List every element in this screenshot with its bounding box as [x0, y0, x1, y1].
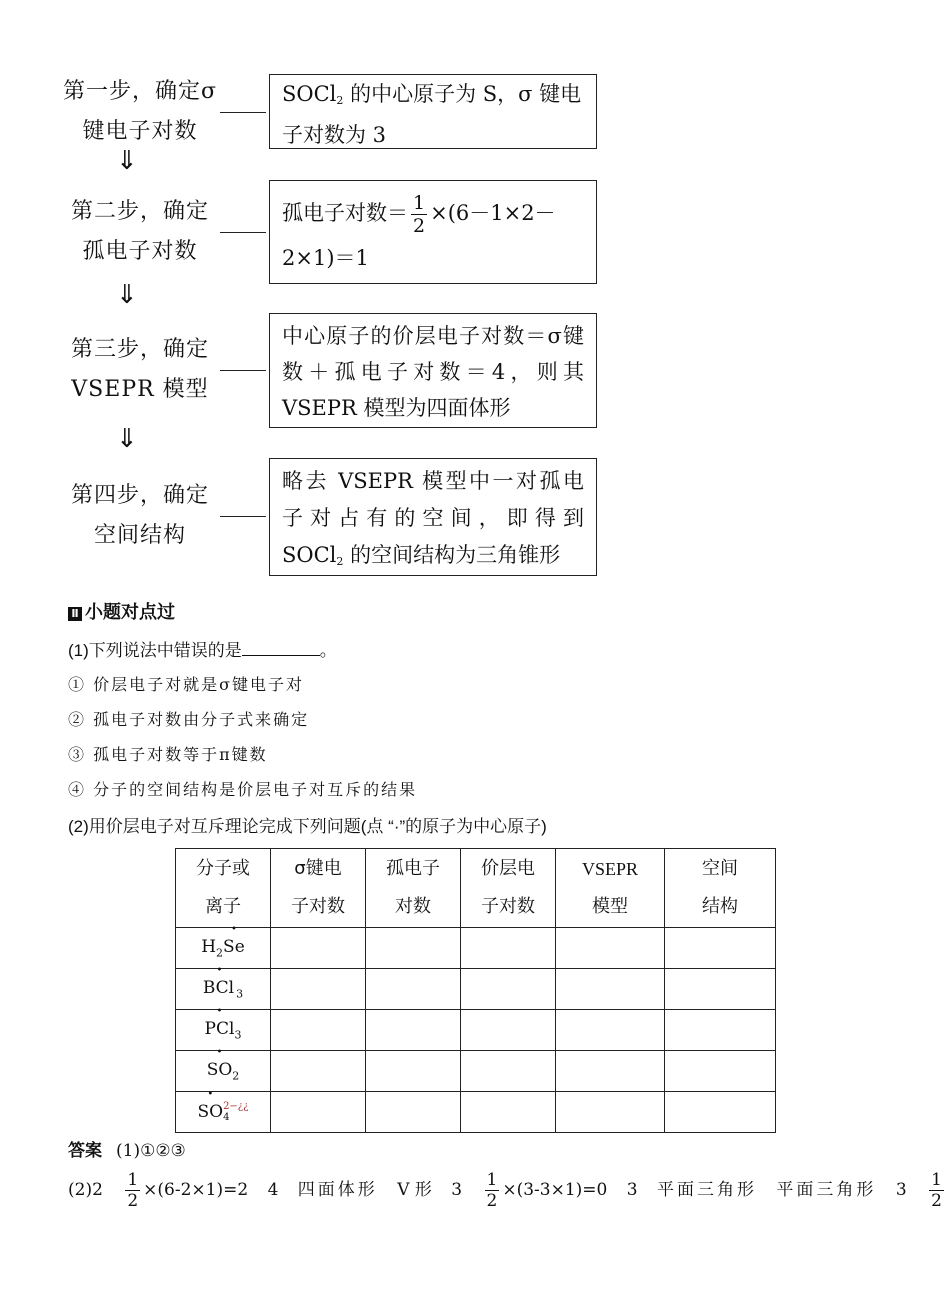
step2-box-expr: ×(6－1×2－ — [430, 201, 556, 225]
step3-label — [50, 330, 230, 410]
table-cell[interactable] — [366, 1092, 461, 1133]
step2-box-text: 孤电子对数＝ — [282, 201, 408, 225]
col-header-sigma — [271, 849, 366, 928]
col-header-line: 分子或 — [196, 858, 250, 879]
table-cell[interactable] — [461, 928, 556, 969]
step3-label-line2: VSEPR 模型 — [71, 377, 209, 402]
frac-den: 2 — [486, 1191, 498, 1211]
table-cell[interactable] — [461, 1051, 556, 1092]
species-text: H — [201, 936, 217, 957]
col-header-structure — [665, 849, 776, 928]
table-row — [176, 1051, 776, 1092]
col-header-valence-pairs — [461, 849, 556, 928]
species-sup: 2−¿¿ — [223, 1101, 249, 1112]
table-cell[interactable] — [271, 1051, 366, 1092]
answer-1: (1)①②③ — [116, 1141, 186, 1161]
table-cell[interactable] — [556, 1010, 665, 1051]
step4-label-line1: 第四步，确定 — [70, 483, 209, 508]
step2-connector — [220, 232, 266, 233]
answer-2-part: ×(6-2×1)=2 — [143, 1180, 249, 1200]
species-text: • SO — [197, 1102, 223, 1122]
species-text: • SO — [207, 1060, 233, 1080]
col-header-line: 离子 — [205, 896, 241, 917]
species-cell — [176, 1010, 271, 1051]
species-cell — [176, 969, 271, 1010]
answer-2-part: 平面三角形 — [657, 1180, 758, 1200]
col-header-line: 子对数 — [481, 896, 535, 917]
table-header-row — [176, 849, 776, 928]
col-header-line: 结构 — [702, 896, 738, 917]
answer-2-part: 3 — [451, 1180, 463, 1200]
table-cell[interactable] — [665, 1092, 776, 1133]
down-arrow-2: ⇓ — [116, 280, 138, 310]
down-arrow-3: ⇓ — [116, 424, 138, 454]
step1-connector — [220, 112, 266, 113]
answer-2-part: 四面体形 — [297, 1180, 378, 1200]
answer-fraction — [485, 1170, 500, 1211]
table-cell[interactable] — [271, 969, 366, 1010]
col-header-line: σ键电 — [294, 858, 342, 879]
option-4: ④ 分子的空间结构是价层电子对互斥的结果 — [68, 780, 418, 799]
species-text: • BCl — [203, 978, 236, 998]
species-sub: 2 — [232, 1069, 240, 1083]
species-text: • PCl — [205, 1019, 235, 1039]
frac-num: 1 — [931, 1170, 942, 1190]
step2-fraction — [411, 192, 427, 237]
option-1: ① 价层电子对就是σ键电子对 — [68, 675, 305, 694]
step4-box-formula: SOCl — [282, 543, 337, 567]
step4-box-line3: 的空间结构为三角锥形 — [343, 543, 561, 567]
answer-2-part: ×(3-3×1)=0 — [502, 1180, 608, 1200]
question-1-text: (1)下列说法中错误的是 — [68, 641, 242, 660]
col-header-line: 价层电 — [481, 858, 535, 879]
frac-num: 1 — [486, 1170, 498, 1190]
answer-fraction — [125, 1170, 140, 1211]
answer-label: 答案 — [68, 1141, 102, 1161]
table-cell[interactable] — [556, 928, 665, 969]
table-cell[interactable] — [366, 969, 461, 1010]
section-title — [68, 598, 175, 624]
step4-box-sub: 2 — [336, 555, 344, 568]
table-row — [176, 928, 776, 969]
answer-2-part: V 形 — [397, 1180, 432, 1200]
table-row — [176, 969, 776, 1010]
col-header-line: 子对数 — [291, 896, 345, 917]
step2-frac-num: 1 — [413, 192, 426, 214]
table-cell[interactable] — [556, 1051, 665, 1092]
step1-label-line2: 键电子对数 — [82, 119, 198, 144]
answer-2-part: 平面三角形 — [776, 1180, 877, 1200]
species-central-atom: • Se — [223, 937, 245, 957]
table-cell[interactable] — [461, 1010, 556, 1051]
step3-connector — [220, 370, 266, 371]
option-2: ② 孤电子对数由分子式来确定 — [68, 710, 310, 729]
step3-box: 中心原子的价层电子对数＝σ键数＋孤电子对数＝4，则其 VSEPR 模型为四面体形 — [269, 313, 597, 428]
answer-2 — [68, 1170, 947, 1211]
species-cell — [176, 1092, 271, 1133]
step3-label-line1: 第三步，确定 — [70, 337, 209, 362]
down-arrow-1: ⇓ — [116, 146, 138, 176]
col-header-line: 空间 — [702, 858, 738, 879]
species-sub: 3 — [234, 1028, 242, 1042]
table-cell[interactable] — [665, 928, 776, 969]
table-cell[interactable] — [665, 1051, 776, 1092]
table-cell[interactable] — [271, 1010, 366, 1051]
table-cell[interactable] — [665, 969, 776, 1010]
step4-box-line2: 子对占有的空间，即得到 — [282, 506, 584, 530]
table-cell[interactable] — [366, 1051, 461, 1092]
answer-2-part: 3 — [895, 1180, 907, 1200]
table-cell[interactable] — [271, 928, 366, 969]
step4-label — [50, 476, 230, 556]
section-title-text: 小题对点过 — [85, 602, 175, 623]
answer-fraction — [929, 1170, 944, 1211]
table-cell[interactable] — [461, 969, 556, 1010]
table-cell[interactable] — [556, 969, 665, 1010]
step2-frac-den: 2 — [413, 215, 426, 237]
table-row — [176, 1010, 776, 1051]
question-2: (2)用价层电子对互斥理论完成下列问题(点 “·”的原子为中心原子) — [68, 817, 547, 836]
col-header-line: 对数 — [395, 896, 431, 917]
answer-2-part: (2)2 — [68, 1180, 103, 1200]
vsepr-table — [175, 848, 776, 1133]
step1-box-sub: 2 — [336, 94, 344, 107]
step1-label — [50, 72, 230, 152]
step4-connector — [220, 516, 266, 517]
step2-box-result: 2×1)＝1 — [282, 246, 369, 270]
table-cell[interactable] — [271, 1092, 366, 1133]
question-1 — [68, 636, 337, 661]
species-cell — [176, 1051, 271, 1092]
col-header-line: 模型 — [592, 896, 628, 917]
answer-2-part: 3 — [626, 1180, 638, 1200]
step4-label-line2: 空间结构 — [93, 523, 186, 548]
step1-box-formula: SOCl — [282, 82, 337, 106]
species-cell — [176, 928, 271, 969]
answer-section — [68, 1136, 186, 1161]
table-row — [176, 1092, 776, 1133]
step1-label-line1: 第一步，确定σ — [62, 79, 218, 104]
col-header-line: VSEPR — [581, 859, 639, 879]
step4-box — [269, 458, 597, 576]
step1-box-text: 的中心原子为 S，σ 键电子对数为 3 — [282, 82, 582, 147]
col-header-lone-pairs — [366, 849, 461, 928]
frac-num: 1 — [127, 1170, 139, 1190]
table-cell[interactable] — [665, 1010, 776, 1051]
step2-label-line2: 孤电子对数 — [82, 239, 198, 264]
table-cell[interactable] — [461, 1092, 556, 1133]
step2-label — [50, 192, 230, 272]
step2-label-line1: 第二步，确定 — [70, 199, 209, 224]
answer-blank — [242, 641, 320, 656]
step2-box — [269, 180, 597, 284]
table-cell[interactable] — [366, 1010, 461, 1051]
answer-2-part: 4 — [267, 1180, 279, 1200]
col-header-line: 孤电子 — [386, 858, 440, 879]
frac-den: 2 — [931, 1191, 942, 1211]
step4-box-line1: 略去 VSEPR 模型中一对孤电 — [282, 469, 584, 493]
col-header-species — [176, 849, 271, 928]
option-3: ③ 孤电子对数等于π键数 — [68, 745, 268, 764]
question-1-end: 。 — [319, 641, 337, 660]
frac-den: 2 — [127, 1191, 139, 1211]
table-cell[interactable] — [366, 928, 461, 969]
species-sub: 4 — [223, 1112, 230, 1123]
section-mark-icon: Ⅱ — [68, 607, 82, 621]
species-sub: 2 — [216, 946, 224, 960]
table-cell[interactable] — [556, 1092, 665, 1133]
col-header-vsepr — [556, 849, 665, 928]
species-sub: 3 — [236, 987, 244, 1001]
step1-box — [269, 74, 597, 149]
